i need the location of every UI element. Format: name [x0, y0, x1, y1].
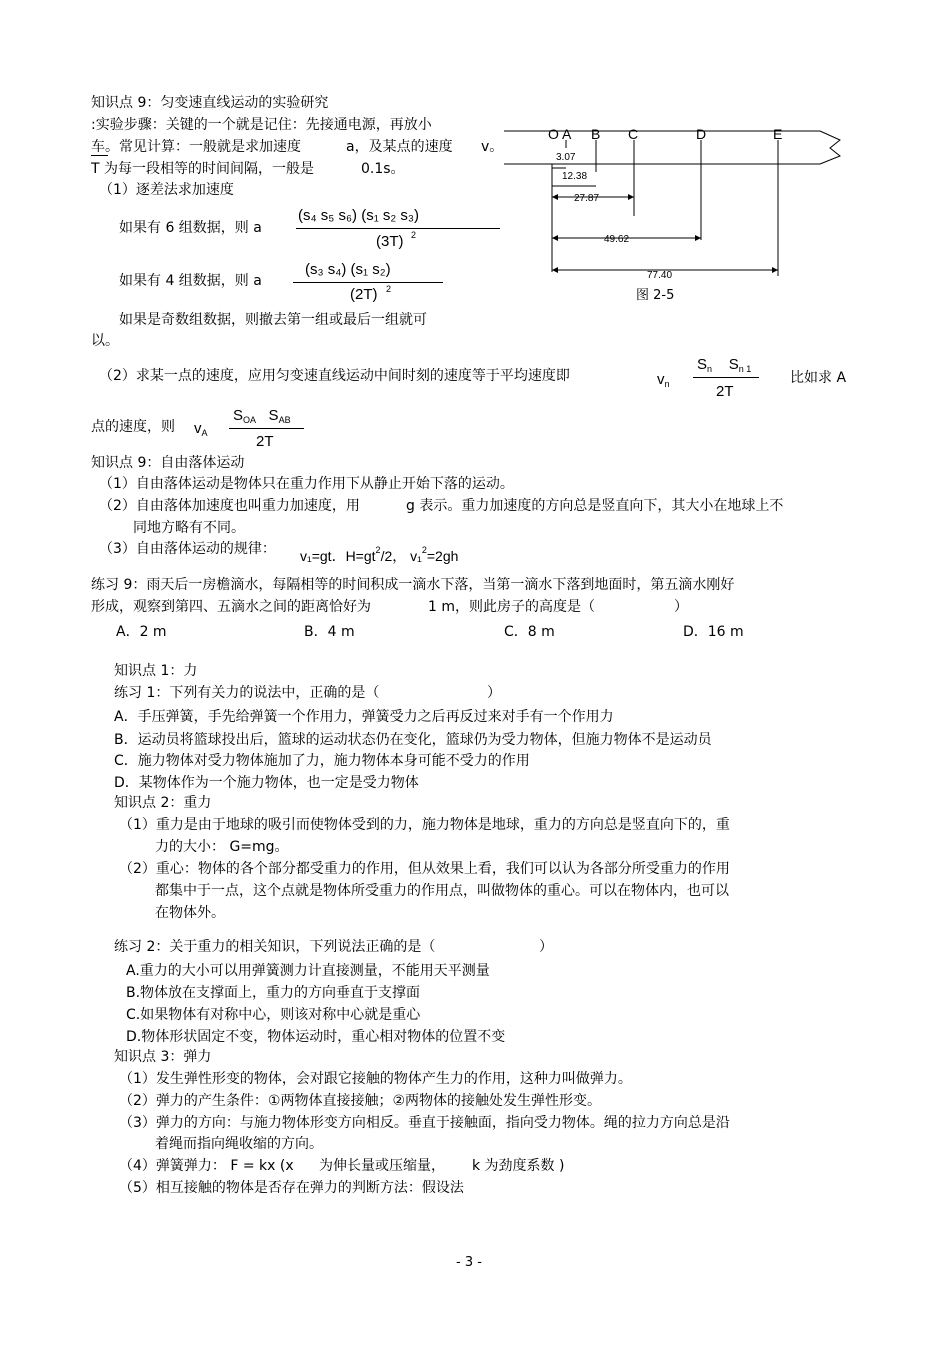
gravity-p2b: 都集中于一点，这个点就是物体所受重力的作用点，叫做物体的重心。可以在物体内，也可以	[155, 883, 729, 899]
va-fraction-line	[229, 428, 304, 429]
distance-od: 49.62	[604, 234, 630, 245]
four-group-denominator: (2T)	[350, 286, 378, 303]
point-label-a: A	[562, 126, 572, 142]
elastic-p4c: k 为劲度系数 )	[472, 1158, 565, 1174]
point-label-b: B	[591, 126, 601, 142]
exercise1-option-d[interactable]: D．某物体作为一个施力物体，也一定是受力物体	[114, 775, 419, 791]
exercise9-option-a[interactable]: A．2 m	[116, 624, 167, 640]
odd-group-text-1: 如果是奇数组数据，则撤去第一组或最后一组就可	[119, 312, 427, 328]
elastic-p3a: （3）弹力的方向：与施力物体形变方向相反。垂直于接触面，指向受力物体。绳的拉力方向总是沿	[119, 1115, 730, 1131]
exercise1-option-a[interactable]: A．手压弹簧，手先给弹簧一个作用力，弹簧受力之后再反过来对手有一个作用力	[114, 709, 614, 725]
gravity-p2a: （2）重心：物体的各个部分都受重力的作用，但从效果上看，我们可以认为各部分所受重力的作用	[119, 861, 730, 877]
freefall-formula	[300, 541, 458, 565]
va-v: v	[194, 420, 202, 437]
va-num1: S	[233, 407, 244, 424]
vn-numerator	[697, 356, 751, 378]
interval-value: 0.1s。	[361, 161, 405, 177]
exercise9-option-d[interactable]: D．16 m	[683, 624, 744, 640]
exercise2-option-d[interactable]: D.物体形状固定不变，物体运动时，重心相对物体的位置不变	[126, 1029, 506, 1045]
freefall-p3: （3）自由落体运动的规律：	[99, 541, 276, 557]
freefall-sup-2: 2	[421, 545, 427, 555]
exercise9-line2a: 形成，观察到第四、五滴水之间的距离恰好为	[91, 599, 371, 615]
freefall-p2-b: g 表示。重力加速度的方向总是竖直向下，其大小在地球上不	[406, 498, 784, 514]
four-group-exponent: 2	[386, 284, 392, 294]
freefall-formula-part3: =2gh	[426, 548, 459, 564]
exercise2-option-c[interactable]: C.如果物体有对称中心，则该对称中心就是重心	[126, 1007, 421, 1023]
gravity-p2c: 在物体外。	[155, 905, 225, 921]
calc-text-c: v。	[481, 139, 504, 155]
va-num2: S	[268, 407, 279, 424]
distance-oc: 27.87	[574, 193, 600, 204]
distance-oe: 77.40	[647, 270, 673, 281]
point-label-o: O	[548, 126, 559, 142]
gravity-p1a: （1）重力是由于地球的吸引而使物体受到的力，施力物体是地球，重力的方向总是竖直向下的，重	[119, 817, 730, 833]
exercise2-option-a[interactable]: A.重力的大小可以用弹簧测力计直接测量，不能用天平测量	[126, 963, 490, 979]
six-group-exponent: 2	[411, 230, 417, 240]
exercise1-question-end: ）	[487, 685, 501, 701]
six-group-fraction-line	[296, 228, 500, 229]
section-title-gravity: 知识点 2：重力	[114, 795, 212, 811]
interval-text: T 为每一段相等的时间间隔，一般是	[91, 161, 315, 177]
elastic-p3b: 着绳而指向绳收缩的方向。	[155, 1136, 323, 1152]
vn-symbol	[657, 371, 670, 393]
point-label-d: D	[696, 126, 707, 142]
elastic-p4b: 为伸长量或压缩量，	[319, 1158, 445, 1174]
section-title-elastic: 知识点 3：弹力	[114, 1049, 212, 1065]
calc-text-a: 车。常见计算：一般就是求加速度	[91, 139, 301, 155]
section-title-motion-experiment: 知识点 9：匀变速直线运动的实验研究	[91, 95, 329, 111]
underline-che	[91, 155, 108, 156]
page-number: - 3 -	[456, 1255, 482, 1270]
odd-group-text-2: 以。	[91, 333, 119, 349]
section-title-force: 知识点 1：力	[114, 663, 198, 679]
exercise9-option-b[interactable]: B．4 m	[304, 624, 355, 640]
method2-text: （2）求某一点的速度，应用匀变速直线运动中间时刻的速度等于平均速度即	[99, 368, 570, 384]
gravity-p1b: 力的大小： G=mg。	[155, 839, 289, 855]
vn-v: v	[657, 371, 665, 388]
example-tail-text: 比如求 A	[790, 370, 847, 386]
experiment-step-text: :实验步骤：关键的一个就是记住：先接通电源，再放小	[91, 117, 432, 133]
va-num2-sub: AB	[278, 415, 291, 425]
va-denominator: 2T	[256, 433, 274, 450]
point-label-e: E	[773, 126, 783, 142]
exercise9-line2c: ）	[674, 599, 688, 615]
freefall-p2-a: （2）自由落体加速度也叫重力加速度，用	[99, 498, 360, 514]
va-sub: A	[201, 428, 208, 438]
six-group-denominator: (3T)	[376, 233, 404, 250]
vn-num-sub2: n 1	[738, 364, 752, 374]
exercise1-question: 练习 1：下列有关力的说法中，正确的是（	[114, 685, 380, 701]
distance-ob: 12.38	[562, 171, 588, 182]
section-title-freefall: 知识点 9：自由落体运动	[91, 455, 245, 471]
six-group-numerator: (s₄ s₅ s₆) (s₁ s₂ s₃)	[298, 207, 420, 224]
exercise2-question-end: ）	[539, 939, 553, 955]
exercise2-question: 练习 2：关于重力的相关知识，下列说法正确的是（	[114, 939, 436, 955]
freefall-p1: （1）自由落体运动是物体只在重力作用下从静止开始下落的运动。	[99, 476, 514, 492]
exercise9-option-c[interactable]: C．8 m	[504, 624, 555, 640]
exercise2-option-b[interactable]: B.物体放在支撑面上，重力的方向垂直于支撑面	[126, 985, 421, 1001]
vn-denominator: 2T	[716, 383, 734, 400]
vn-num-s1: S	[697, 356, 708, 373]
vn-sub: n	[664, 379, 670, 389]
freefall-formula-part1: v₁=gt．H=gt	[300, 548, 376, 564]
va-numerator	[233, 407, 291, 429]
point-label-c: C	[628, 126, 639, 142]
six-group-label: 如果有 6 组数据，则 a	[119, 220, 262, 236]
exercise1-option-b[interactable]: B．运动员将篮球投出后，篮球的运动状态仍在变化，篮球仍为受力物体，但施力物体不是运动员	[114, 732, 712, 748]
vn-num-s2: S	[728, 356, 739, 373]
four-group-label: 如果有 4 组数据，则 a	[119, 273, 262, 289]
va-symbol	[194, 420, 208, 442]
freefall-p2-c: 同地方略有不同。	[133, 520, 245, 536]
vn-fraction-line	[693, 377, 759, 378]
exercise9-line2b: 1 m，则此房子的高度是（	[428, 599, 595, 615]
ticker-tape-figure	[500, 120, 850, 310]
vn-num-sub1: n	[707, 364, 713, 374]
exercise9-line1: 练习 9：雨天后一房檐滴水，每隔相等的时间积成一滴水下落，当第一滴水下落到地面时，第五滴水刚好	[91, 577, 735, 593]
figure-caption: 图 2-5	[636, 288, 675, 303]
method1-heading: （1）逐差法求加速度	[99, 182, 234, 198]
elastic-p1: （1）发生弹性形变的物体，会对跟它接触的物体产生力的作用，这种力叫做弹力。	[119, 1071, 632, 1087]
elastic-p2: （2）弹力的产生条件：①两物体直接接触；②两物体的接触处发生弹性形变。	[119, 1093, 602, 1109]
freefall-formula-part2: /2， v₁	[380, 548, 422, 564]
four-group-fraction-line	[293, 282, 443, 283]
distance-oa: 3.07	[556, 152, 576, 163]
calc-text-b: a，及某点的速度	[346, 139, 453, 155]
elastic-p5: （5）相互接触的物体是否存在弹力的判断方法：假设法	[119, 1180, 464, 1196]
elastic-p4a: （4）弹簧弹力： F = kx (x	[119, 1158, 294, 1174]
exercise1-option-c[interactable]: C．施力物体对受力物体施加了力，施力物体本身可能不受力的作用	[114, 753, 530, 769]
four-group-numerator: (s₃ s₄) (s₁ s₂)	[305, 261, 391, 278]
va-num1-sub: OA	[243, 415, 257, 425]
freefall-sup-1: 2	[375, 545, 381, 555]
va-line-text: 点的速度，则	[91, 419, 175, 435]
